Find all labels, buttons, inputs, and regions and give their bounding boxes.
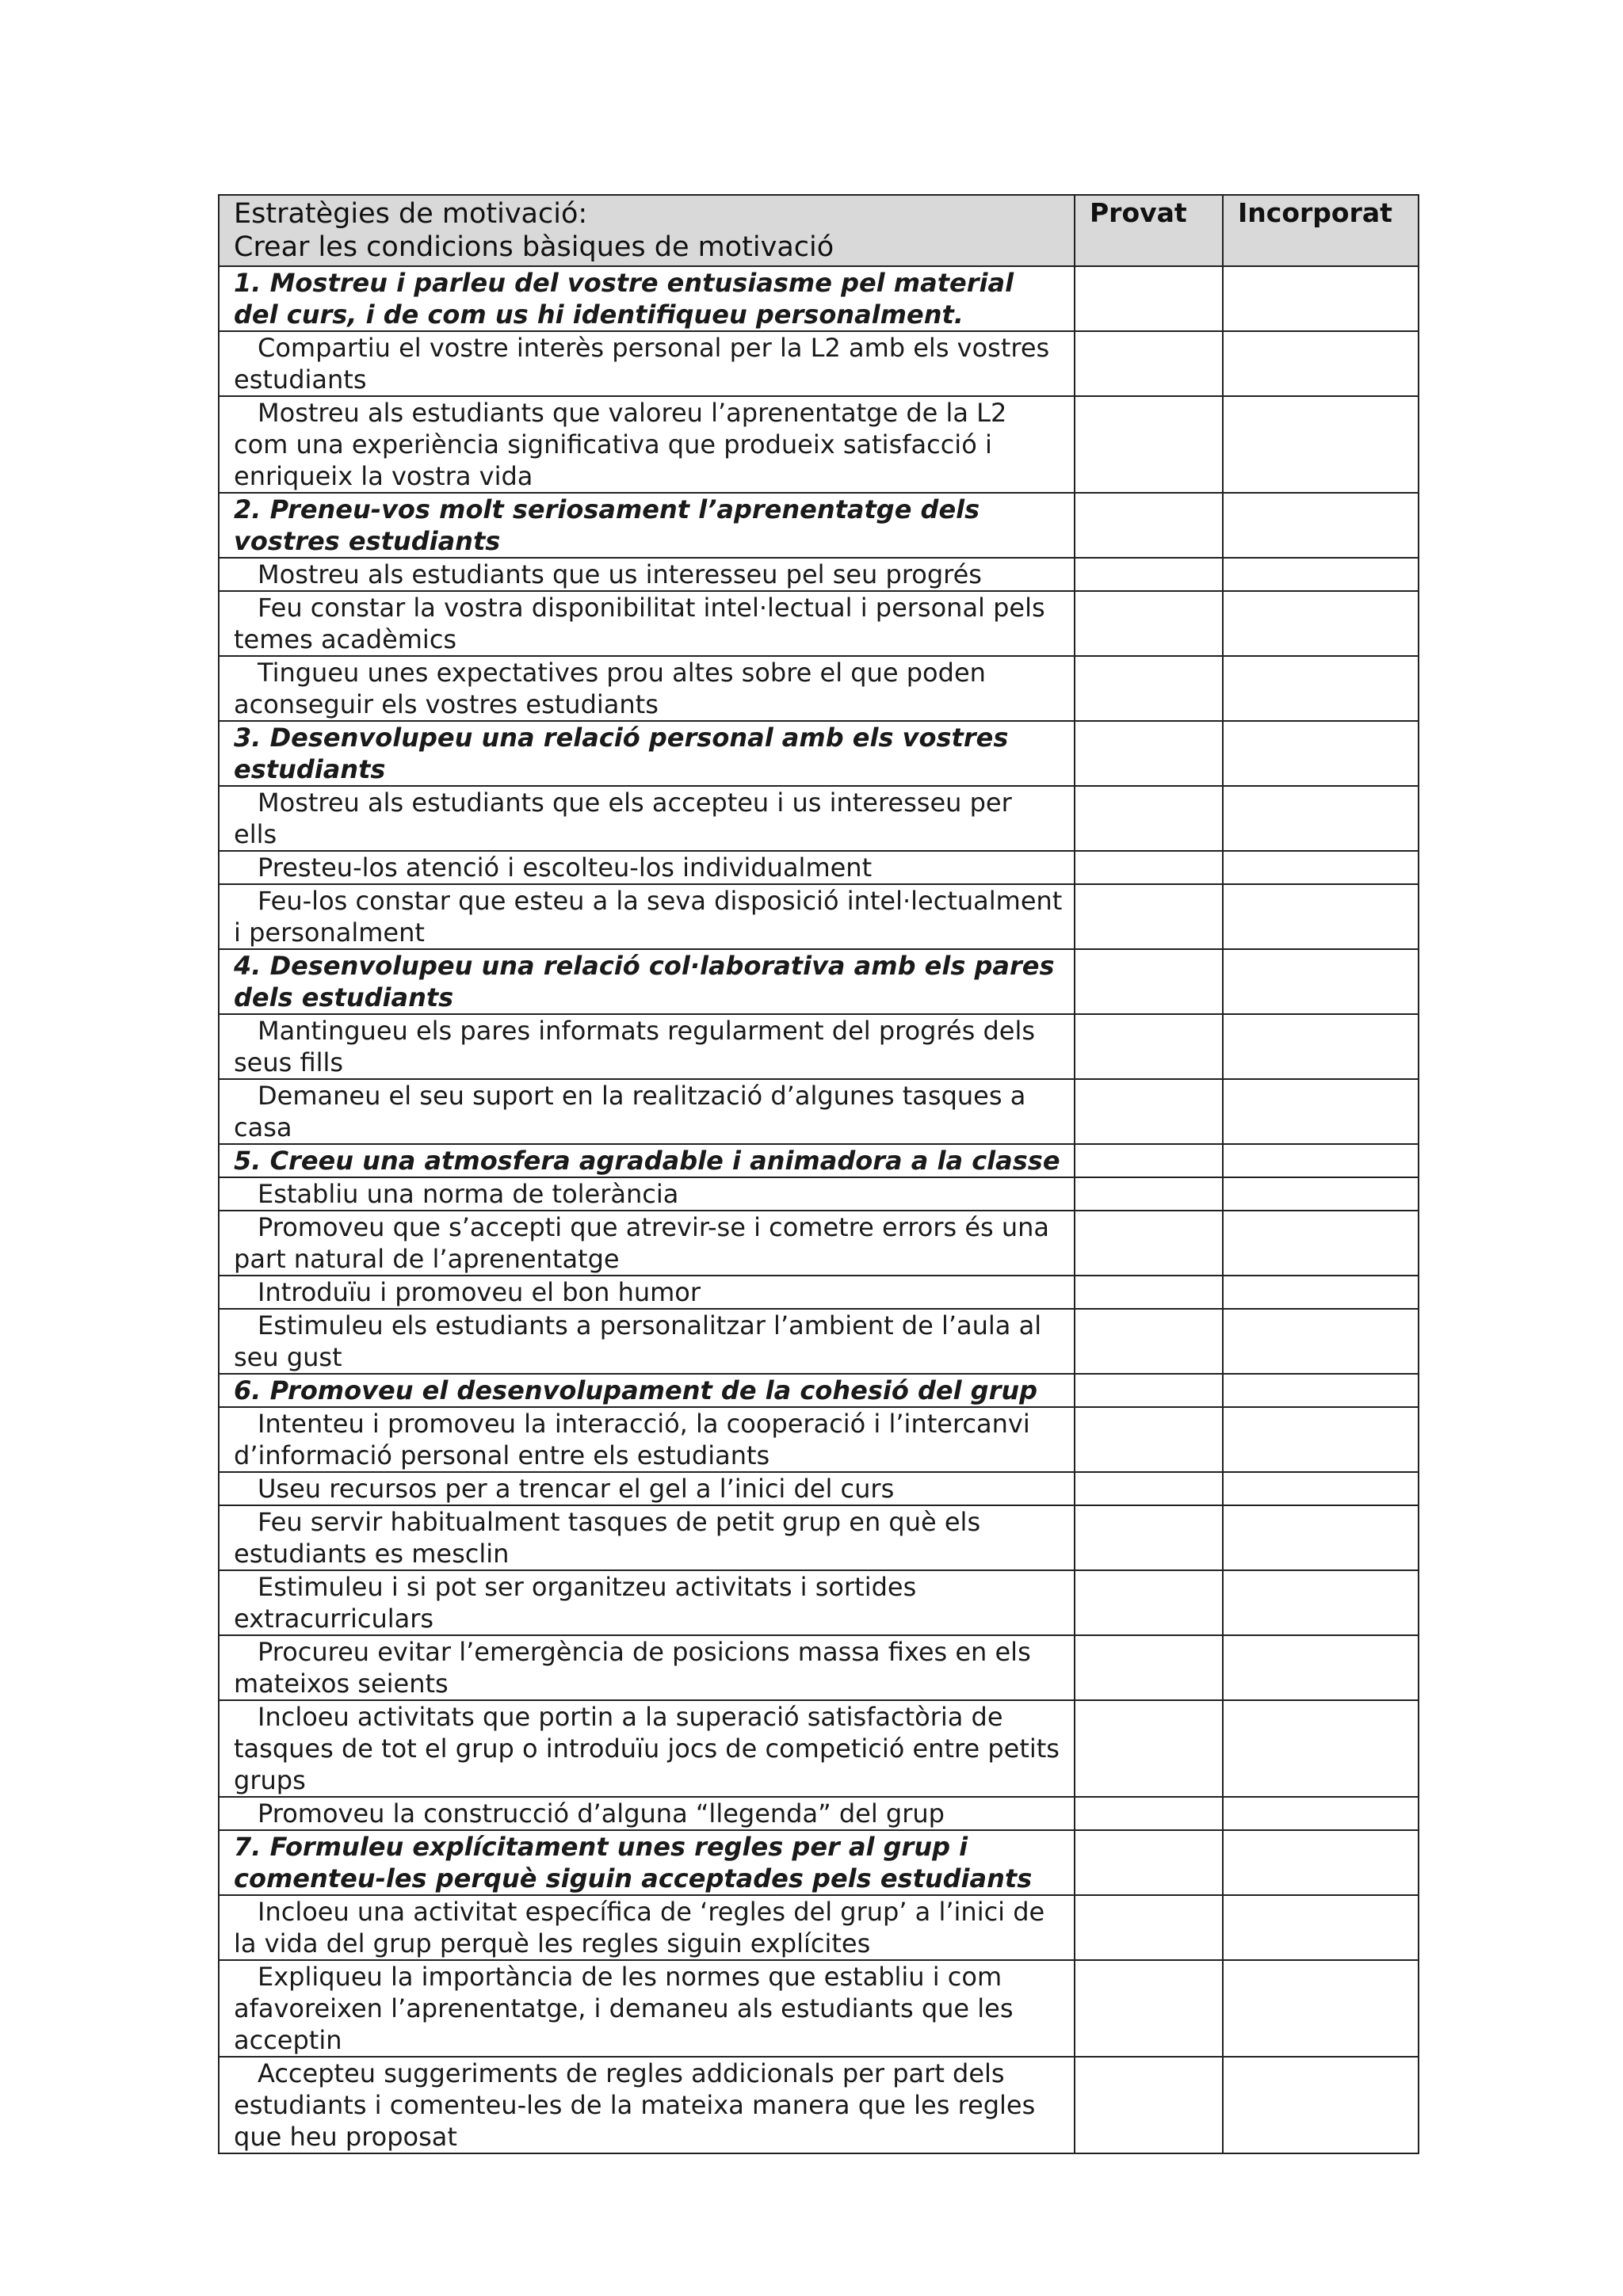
incorporated-checkbox-cell[interactable]: [1223, 1079, 1419, 1144]
tried-checkbox-cell[interactable]: [1075, 558, 1223, 591]
incorporated-checkbox-cell[interactable]: [1223, 591, 1419, 656]
strategy-item-text: Expliqueu la importància de les normes que establiu i com afavoreixen l’aprenentatge, i demaneu als estudiants que les acceptin: [234, 1962, 1014, 2055]
strategy-heading-text: 3. Desenvolupeu una relació personal amb els vostres estudiants: [234, 723, 1009, 784]
strategy-item-row: [219, 1635, 1419, 1700]
incorporated-checkbox-cell[interactable]: [1223, 1014, 1419, 1079]
strategy-item-text: Presteu-los atenció i escolteu-los individualment: [258, 852, 873, 883]
strategy-item-row: [219, 1505, 1419, 1570]
strategy-item-row: [219, 786, 1419, 851]
strategy-heading-row: [219, 493, 1419, 558]
incorporated-column-header: Incorporat: [1223, 195, 1419, 266]
incorporated-checkbox-cell[interactable]: [1223, 396, 1419, 493]
tried-checkbox-cell[interactable]: [1075, 331, 1223, 396]
strategy-item-text: Feu constar la vostra disponibilitat intel·lectual i personal pels temes acadèmics: [234, 593, 1045, 654]
tried-checkbox-cell[interactable]: [1075, 1960, 1223, 2057]
strategy-item-cell: [219, 1570, 1075, 1635]
strategy-heading-row: [219, 721, 1419, 786]
incorporated-checkbox-cell[interactable]: [1223, 2057, 1419, 2153]
strategy-item-cell: [219, 884, 1075, 949]
strategy-item-cell: [219, 396, 1075, 493]
tried-checkbox-cell[interactable]: [1075, 786, 1223, 851]
tried-checkbox-cell[interactable]: [1075, 949, 1223, 1014]
tried-checkbox-cell[interactable]: [1075, 396, 1223, 493]
incorporated-checkbox-cell[interactable]: [1223, 1635, 1419, 1700]
strategy-item-row: [219, 591, 1419, 656]
strategy-item-row: [219, 331, 1419, 396]
incorporated-checkbox-cell[interactable]: [1223, 331, 1419, 396]
strategy-heading-text: 1. Mostreu i parleu del vostre entusiasme pel material del curs, i de com us hi identifiqueu personalment.: [234, 268, 1014, 330]
incorporated-checkbox-cell[interactable]: [1223, 1211, 1419, 1276]
strategy-item-row: [219, 1472, 1419, 1505]
strategy-item-row: [219, 1079, 1419, 1144]
incorporated-checkbox-cell[interactable]: [1223, 884, 1419, 949]
strategy-item-row: [219, 1211, 1419, 1276]
strategy-item-cell: [219, 591, 1075, 656]
tried-checkbox-cell[interactable]: [1075, 1472, 1223, 1505]
tried-checkbox-cell[interactable]: [1075, 1309, 1223, 1374]
strategy-item-row: [219, 851, 1419, 884]
strategy-item-text: Incloeu una activitat específica de ‘regles del grup’ a l’inici de la vida del grup perquè les regles siguin explícites: [234, 1897, 1045, 1958]
strategy-heading-row: [219, 266, 1419, 331]
strategy-item-cell: [219, 558, 1075, 591]
incorporated-checkbox-cell[interactable]: [1223, 949, 1419, 1014]
strategy-item-text: Promoveu la construcció d’alguna “llegenda” del grup: [258, 1798, 945, 1829]
tried-checkbox-cell[interactable]: [1075, 493, 1223, 558]
strategy-item-text: Establiu una norma de tolerància: [258, 1179, 679, 1209]
strategy-item-text: Intenteu i promoveu la interacció, la cooperació i l’intercanvi d’informació personal entre els estudiants: [234, 1409, 1030, 1470]
strategy-item-row: [219, 656, 1419, 721]
strategy-item-text: Useu recursos per a trencar el gel a l’inici del curs: [258, 1474, 895, 1504]
strategy-item-cell: [219, 1895, 1075, 1960]
tried-checkbox-cell[interactable]: [1075, 591, 1223, 656]
strategy-item-text: Tingueu unes expectatives prou altes sobre el que poden aconseguir els vostres estudiants: [234, 658, 986, 719]
strategy-heading-text: 2. Preneu-vos molt seriosament l’aprenentatge dels vostres estudiants: [234, 494, 980, 556]
incorporated-checkbox-cell[interactable]: [1223, 786, 1419, 851]
strategy-heading-text: 5. Creeu una atmosfera agradable i animadora a la classe: [234, 1146, 1060, 1176]
strategy-item-row: [219, 1276, 1419, 1309]
tried-checkbox-cell[interactable]: [1075, 1079, 1223, 1144]
incorporated-checkbox-cell[interactable]: [1223, 1407, 1419, 1472]
strategy-item-text: Mostreu als estudiants que us interesseu pel seu progrés: [258, 559, 982, 589]
strategy-item-cell: [219, 1014, 1075, 1079]
strategy-item-cell: [219, 1700, 1075, 1797]
strategy-heading-cell: [219, 721, 1075, 786]
strategy-item-text: Estimuleu els estudiants a personalitzar l’ambient de l’aula al seu gust: [234, 1310, 1042, 1372]
incorporated-checkbox-cell[interactable]: [1223, 1472, 1419, 1505]
tried-checkbox-cell[interactable]: [1075, 851, 1223, 884]
incorporated-checkbox-cell[interactable]: [1223, 1830, 1419, 1895]
strategy-item-row: [219, 1309, 1419, 1374]
strategy-item-row: [219, 1570, 1419, 1635]
strategy-heading-text: 7. Formuleu explícitament unes regles per al grup i comenteu-les perquè siguin acceptades pels estudiants: [234, 1832, 1033, 1894]
strategy-item-cell: [219, 1472, 1075, 1505]
incorporated-checkbox-cell[interactable]: [1223, 721, 1419, 786]
strategy-item-row: [219, 1014, 1419, 1079]
strategy-item-text: Mostreu als estudiants que els accepteu i us interesseu per ells: [234, 788, 1012, 849]
tried-checkbox-cell[interactable]: [1075, 1797, 1223, 1830]
strategy-heading-row: [219, 1144, 1419, 1177]
incorporated-checkbox-cell[interactable]: [1223, 1276, 1419, 1309]
incorporated-checkbox-cell[interactable]: [1223, 1374, 1419, 1407]
incorporated-checkbox-cell[interactable]: [1223, 1797, 1419, 1830]
strategy-heading-text: 6. Promoveu el desenvolupament de la cohesió del grup: [234, 1375, 1038, 1405]
strategy-heading-cell: [219, 1374, 1075, 1407]
strategy-heading-row: [219, 949, 1419, 1014]
strategy-heading-cell: [219, 1144, 1075, 1177]
tried-checkbox-cell[interactable]: [1075, 1700, 1223, 1797]
tried-checkbox-cell[interactable]: [1075, 1374, 1223, 1407]
tried-checkbox-cell[interactable]: [1075, 1407, 1223, 1472]
strategy-item-text: Procureu evitar l’emergència de posicions massa fixes en els mateixos seients: [234, 1637, 1031, 1699]
incorporated-checkbox-cell[interactable]: [1223, 1309, 1419, 1374]
strategy-item-cell: [219, 851, 1075, 884]
incorporated-checkbox-cell[interactable]: [1223, 851, 1419, 884]
tried-checkbox-cell[interactable]: [1075, 266, 1223, 331]
tried-checkbox-cell[interactable]: [1075, 656, 1223, 721]
strategy-item-cell: [219, 1309, 1075, 1374]
strategy-item-cell: [219, 656, 1075, 721]
tried-checkbox-cell[interactable]: [1075, 2057, 1223, 2153]
strategy-item-cell: [219, 786, 1075, 851]
strategy-heading-cell: [219, 949, 1075, 1014]
strategy-item-text: Compartiu el vostre interès personal per la L2 amb els vostres estudiants: [234, 333, 1050, 395]
tried-checkbox-cell[interactable]: [1075, 1014, 1223, 1079]
strategies-header: [219, 195, 1075, 266]
strategy-item-cell: [219, 1211, 1075, 1276]
tried-column-header: Provat: [1075, 195, 1223, 266]
strategy-item-text: Incloeu activitats que portin a la superació satisfactòria de tasques de tot el grup o introduïu jocs de competició entre petits grups: [234, 1702, 1060, 1795]
incorporated-checkbox-cell[interactable]: [1223, 1144, 1419, 1177]
strategy-heading-cell: [219, 493, 1075, 558]
strategy-item-text: Mostreu als estudiants que valoreu l’aprenentatge de la L2 com una experiència significativa que produeix satisfacció i enriqueix la vostra vida: [234, 398, 1007, 491]
strategy-item-cell: [219, 331, 1075, 396]
incorporated-checkbox-cell[interactable]: [1223, 1505, 1419, 1570]
incorporated-checkbox-cell[interactable]: [1223, 1177, 1419, 1211]
incorporated-checkbox-cell[interactable]: [1223, 1700, 1419, 1797]
incorporated-checkbox-cell[interactable]: [1223, 656, 1419, 721]
incorporated-checkbox-cell[interactable]: [1223, 558, 1419, 591]
strategy-item-text: Estimuleu i si pot ser organitzeu activitats i sortides extracurriculars: [234, 1572, 917, 1634]
incorporated-checkbox-cell[interactable]: [1223, 266, 1419, 331]
strategy-heading-text: 4. Desenvolupeu una relació col·laborativa amb els pares dels estudiants: [234, 951, 1055, 1013]
strategy-item-cell: [219, 1960, 1075, 2057]
tried-checkbox-cell[interactable]: [1075, 1276, 1223, 1309]
tried-checkbox-cell[interactable]: [1075, 1895, 1223, 1960]
tried-checkbox-cell[interactable]: [1075, 1635, 1223, 1700]
strategy-item-cell: [219, 1635, 1075, 1700]
strategy-item-cell: [219, 1177, 1075, 1211]
tried-checkbox-cell[interactable]: [1075, 1211, 1223, 1276]
strategy-item-row: [219, 1895, 1419, 1960]
strategy-item-cell: [219, 1505, 1075, 1570]
strategy-item-cell: [219, 1797, 1075, 1830]
strategy-item-cell: [219, 1276, 1075, 1309]
strategy-item-text: Demaneu el seu suport en la realització d’algunes tasques a casa: [234, 1081, 1026, 1142]
strategy-item-text: Feu servir habitualment tasques de petit grup en què els estudiants es mesclin: [234, 1507, 981, 1569]
strategy-item-row: [219, 1407, 1419, 1472]
strategy-item-text: Accepteu suggeriments de regles addicionals per part dels estudiants i comenteu-les de la mateixa manera que les regles que heu proposat: [234, 2058, 1036, 2152]
motivation-strategies-table: [218, 194, 1419, 2154]
strategy-item-row: [219, 1960, 1419, 2057]
strategy-heading-cell: [219, 266, 1075, 331]
strategy-heading-row: [219, 1830, 1419, 1895]
incorporated-checkbox-cell[interactable]: [1223, 1895, 1419, 1960]
tried-checkbox-cell[interactable]: [1075, 884, 1223, 949]
table-body: [219, 266, 1419, 2153]
table-header: [219, 195, 1419, 266]
strategy-item-cell: [219, 1079, 1075, 1144]
strategy-heading-row: [219, 1374, 1419, 1407]
strategy-item-row: [219, 1700, 1419, 1797]
tried-checkbox-cell[interactable]: [1075, 1144, 1223, 1177]
strategy-item-text: Feu-los constar que esteu a la seva disposició intel·lectualment i personalment: [234, 886, 1063, 948]
tried-checkbox-cell[interactable]: [1075, 1505, 1223, 1570]
incorporated-checkbox-cell[interactable]: [1223, 493, 1419, 558]
strategy-item-row: [219, 2057, 1419, 2153]
strategy-item-text: Introduïu i promoveu el bon humor: [258, 1277, 701, 1307]
tried-checkbox-cell[interactable]: [1075, 721, 1223, 786]
tried-checkbox-cell[interactable]: [1075, 1570, 1223, 1635]
tried-checkbox-cell[interactable]: [1075, 1177, 1223, 1211]
table-subtitle: Crear les condicions bàsiques de motivació: [234, 231, 834, 263]
incorporated-checkbox-cell[interactable]: [1223, 1960, 1419, 2057]
strategy-item-text: Mantingueu els pares informats regularment del progrés dels seus fills: [234, 1016, 1036, 1077]
strategy-item-cell: [219, 1407, 1075, 1472]
strategy-item-row: [219, 884, 1419, 949]
table-title: Estratègies de motivació:: [234, 198, 588, 230]
strategy-item-row: [219, 1177, 1419, 1211]
tried-checkbox-cell[interactable]: [1075, 1830, 1223, 1895]
strategy-item-row: [219, 558, 1419, 591]
header-row: [219, 195, 1419, 266]
strategy-item-row: [219, 396, 1419, 493]
strategy-heading-cell: [219, 1830, 1075, 1895]
incorporated-checkbox-cell[interactable]: [1223, 1570, 1419, 1635]
strategy-item-text: Promoveu que s’accepti que atrevir-se i cometre errors és una part natural de l’aprenentatge: [234, 1212, 1050, 1274]
strategy-item-row: [219, 1797, 1419, 1830]
strategy-item-cell: [219, 2057, 1075, 2153]
